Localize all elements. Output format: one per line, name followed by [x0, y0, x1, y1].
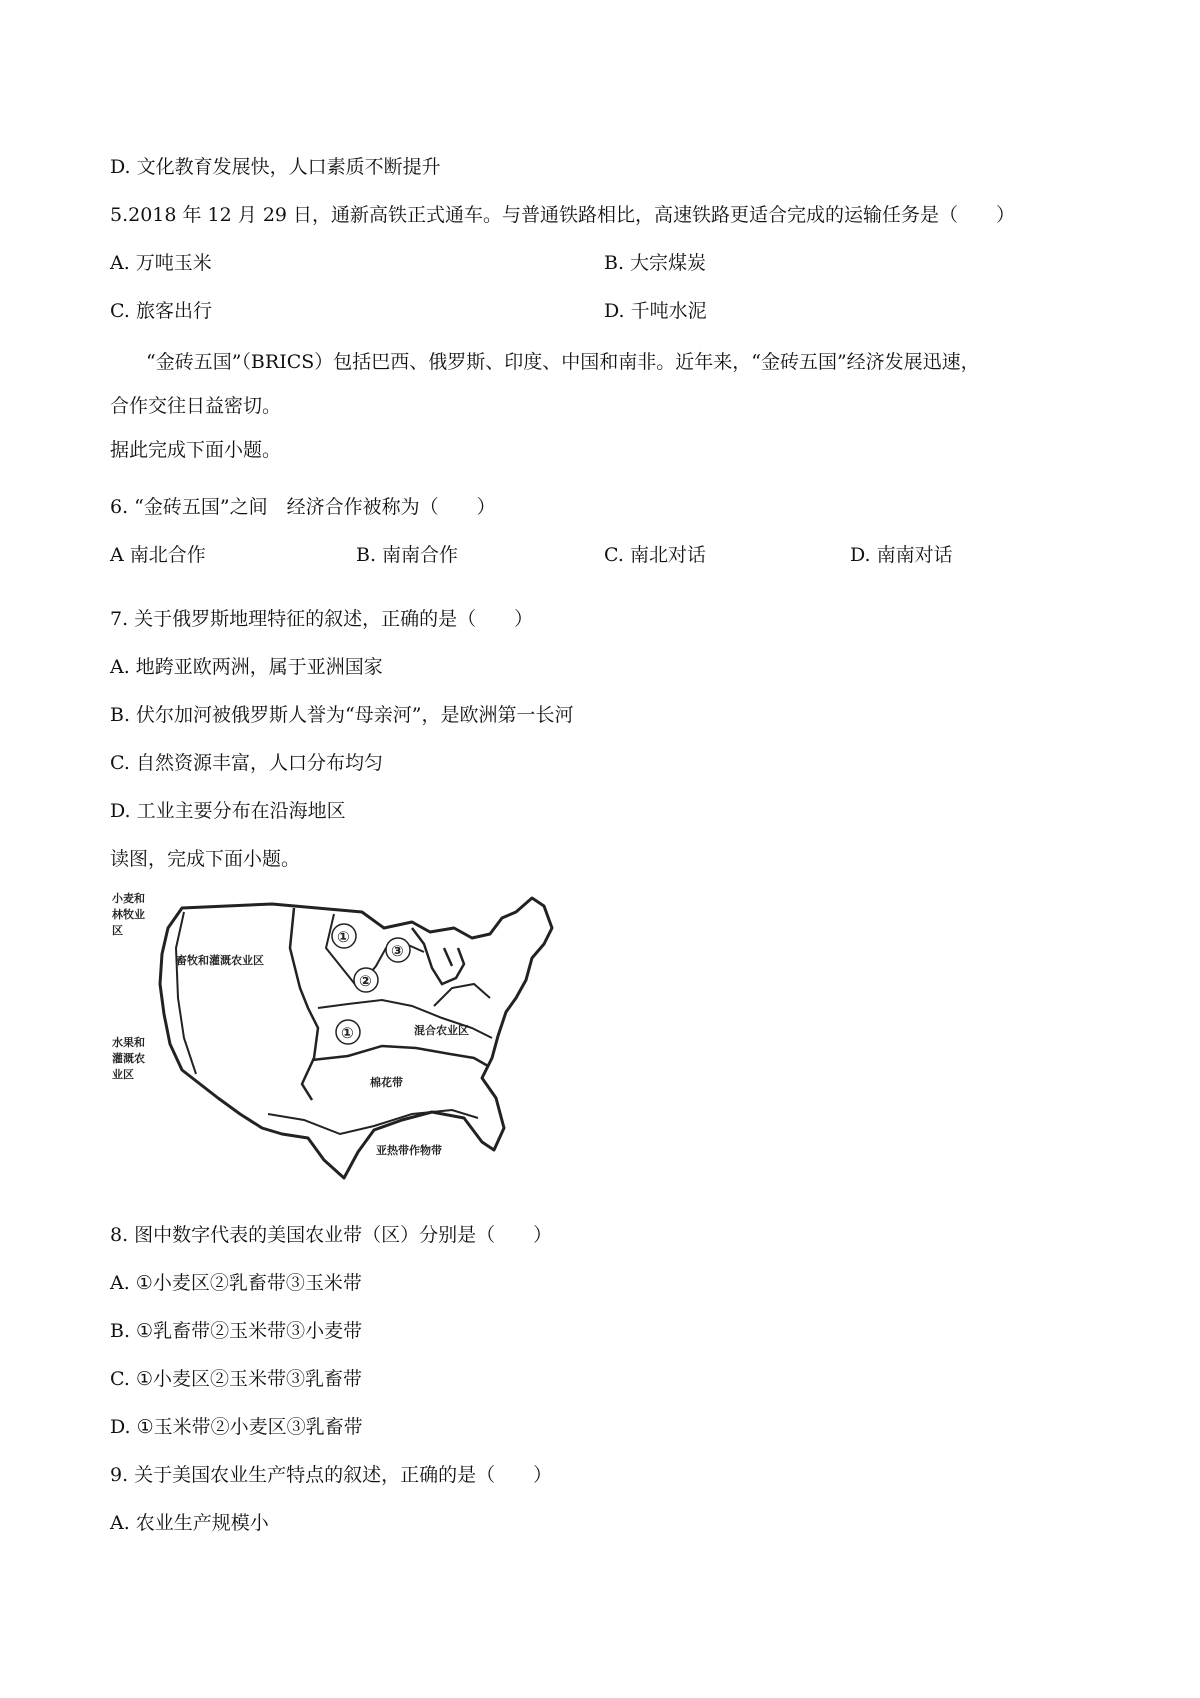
label-wheat-pasture-1: 小麦和	[112, 892, 145, 905]
region-1-north: ①	[337, 928, 350, 946]
q8-option-d: D. ①玉米带②小麦区③乳畜带	[110, 1416, 363, 1438]
q7-option-d: D. 工业主要分布在沿海地区	[110, 800, 346, 822]
passage-line-1: “金砖五国”（BRICS）包括巴西、俄罗斯、印度、中国和南非。近年来，“金砖五国”经济发展迅速，	[146, 351, 980, 373]
q6-option-a: A 南北合作	[110, 544, 206, 566]
q9-stem: 9. 关于美国农业生产特点的叙述，正确的是（ ）	[110, 1464, 553, 1486]
label-fruit-1: 水果和	[112, 1036, 145, 1049]
q7-stem: 7. 关于俄罗斯地理特征的叙述，正确的是（ ）	[110, 608, 534, 630]
q9-option-a: A. 农业生产规模小	[110, 1512, 269, 1534]
q4-option-d: D. 文化教育发展快，人口素质不断提升	[110, 156, 441, 178]
brics-passage	[110, 340, 1100, 472]
label-cotton: 棉花带	[370, 1076, 403, 1089]
q5-option-b: B. 大宗煤炭	[604, 252, 707, 274]
region-3: ③	[391, 942, 404, 960]
q8-option-b: B. ①乳畜带②玉米带③小麦带	[110, 1320, 363, 1342]
q7-option-b: B. 伏尔加河被俄罗斯人誉为“母亲河”，是欧洲第一长河	[110, 704, 574, 726]
q5-stem: 5.2018 年 12 月 29 日，通新高铁正式通车。与普通铁路相比，高速铁路更适合完成的运输任务是（ ）	[110, 204, 1016, 226]
label-subtropical: 亚热带作物带	[376, 1144, 442, 1157]
q5-option-a: A. 万吨玉米	[110, 252, 212, 274]
boundary-west	[176, 912, 196, 1074]
us-agriculture-map	[112, 888, 612, 1188]
q7-option-a: A. 地跨亚欧两洲，属于亚洲国家	[110, 656, 383, 678]
label-mixed: 混合农业区	[414, 1024, 469, 1037]
boundary-mixed	[434, 984, 490, 1006]
label-wheat-pasture-2: 林牧业	[112, 908, 145, 921]
label-wheat-pasture-3: 区	[112, 924, 123, 937]
q6-option-b: B. 南南合作	[356, 544, 459, 566]
label-fruit-2: 灌溉农	[112, 1052, 145, 1065]
read-map-instruction: 读图，完成下面小题。	[110, 848, 301, 870]
region-2: ②	[359, 972, 372, 990]
boundary-plains	[290, 908, 318, 1100]
q5-option-c: C. 旅客出行	[110, 300, 212, 322]
label-fruit-3: 业区	[112, 1068, 134, 1081]
label-grazing: 畜牧和灌溉农业区	[176, 954, 264, 967]
boundary-lakes	[412, 928, 464, 984]
q8-option-a: A. ①小麦区②乳畜带③玉米带	[110, 1272, 362, 1294]
region-1-south: ①	[341, 1024, 354, 1042]
passage-line-3: 据此完成下面小题。	[110, 439, 282, 461]
q6-option-c: C. 南北对话	[604, 544, 706, 566]
q8-option-c: C. ①小麦区②玉米带③乳畜带	[110, 1368, 362, 1390]
q5-option-d: D. 千吨水泥	[604, 300, 707, 322]
q6-stem: 6. “金砖五国”之间 经济合作被称为（ ）	[110, 496, 496, 518]
q6-option-d: D. 南南对话	[850, 544, 953, 566]
q8-stem: 8. 图中数字代表的美国农业带（区）分别是（ ）	[110, 1224, 553, 1246]
passage-line-2: 合作交往日益密切。	[110, 395, 282, 417]
boundary-cotton	[312, 1046, 488, 1066]
q7-option-c: C. 自然资源丰富，人口分布均匀	[110, 752, 383, 774]
